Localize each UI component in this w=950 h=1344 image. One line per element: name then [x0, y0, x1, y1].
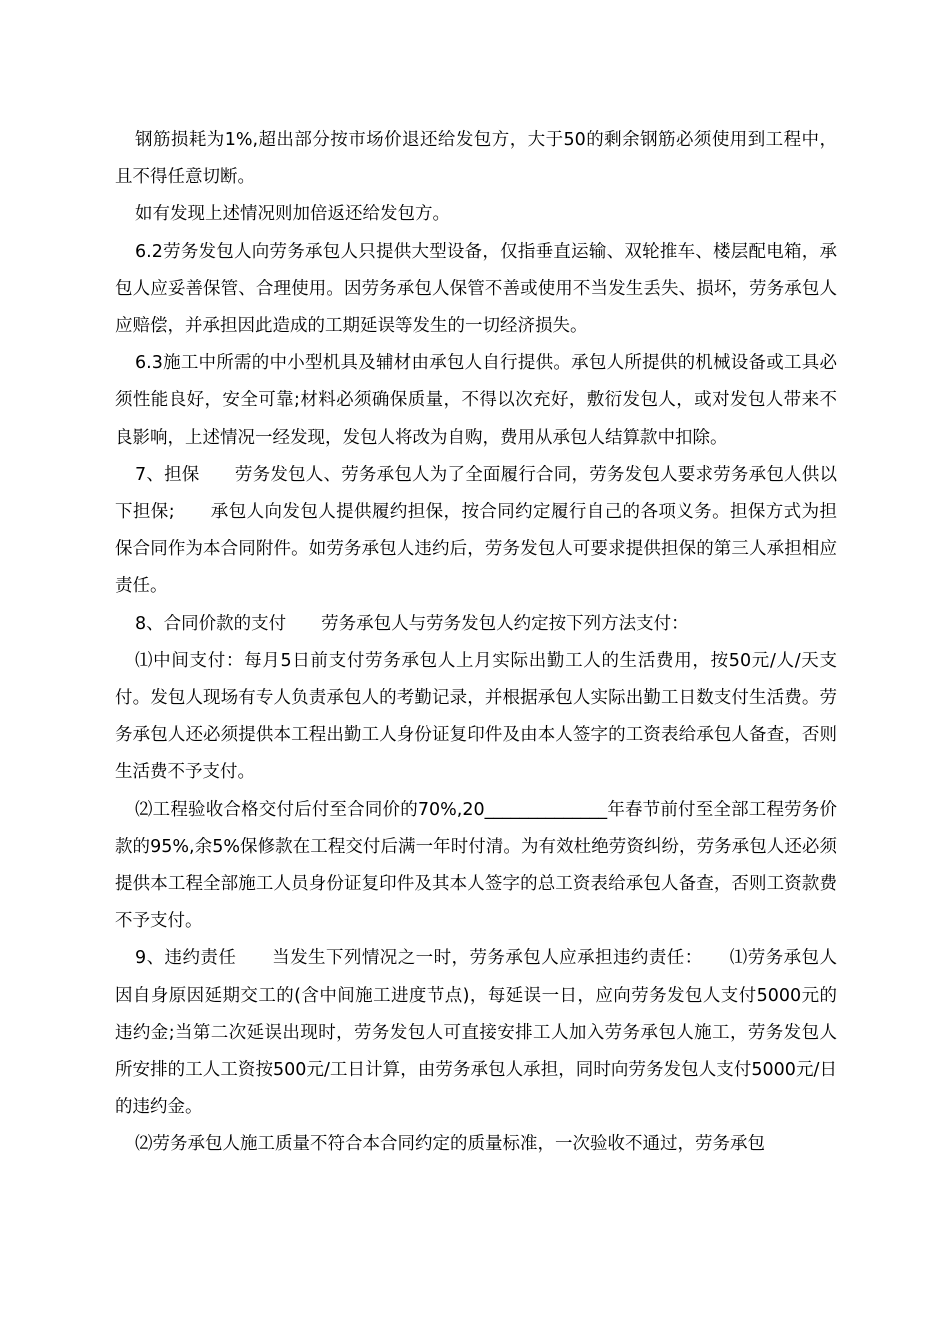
paragraph-6-3-tools: 6.3施工中所需的中小型机具及辅材由承包人自行提供。承包人所提供的机械设备或工具必须性能良好，安全可靠;材料必须确保质量，不得以次充好，敷衍发包人，或对发包人带来不良影响，上述情况一经发现，发包人将改为自购，费用从承包人结算款中扣除。 [115, 353, 837, 448]
paragraph-9-2-quality: ⑵劳务承包人施工质量不符合本合同约定的质量标准，一次验收不通过，劳务承包 [135, 1134, 765, 1155]
paragraph-double-return: 如有发现上述情况则加倍返还给发包方。 [135, 204, 450, 225]
paragraph-steel-loss: 钢筋损耗为1%,超出部分按市场价退还给发包方，大于50的剩余钢筋必须使用到工程中，且不得任意切断。 [115, 130, 837, 188]
paragraph-8-2-final-payment: ⑵工程验收合格交付后付至合同价的70%,20______________年春节前付至全部工程劳务价款的95%,余5%保修款在工程交付后满一年时付清。为有效杜绝劳资纠纷，劳务承包人还必须提供本工程全部施工人员身份证复印件及其本人签字的总工资表给承包人备查，否则工资款费不予支付。 [115, 799, 837, 932]
paragraph-8-payment: 8、合同价款的支付 劳务承包人与劳务发包人约定按下列方法支付： [135, 613, 689, 634]
paragraph-9-breach: 9、违约责任 当发生下列情况之一时，劳务承包人应承担违约责任： ⑴劳务承包人因自身原因延期交工的(含中间施工进度节点)，每延误一日，应向劳务发包人支付5000元的违约金;当第二次延误出现时，劳务发包人可直接安排工人加入劳务承包人施工，劳务发包人所安排的工人工资按500元/工日计算，由劳务承包人承担，同时向劳务发包人支付5000元/日的违约金。 [115, 948, 837, 1118]
document-body [115, 122, 837, 1164]
paragraph-6-2-equipment: 6.2劳务发包人向劳务承包人只提供大型设备，仅指垂直运输、双轮推车、楼层配电箱，承包人应妥善保管、合理使用。因劳务承包人保管不善或使用不当发生丢失、损坏，劳务承包人应赔偿，并承担因此造成的工期延误等发生的一切经济损失。 [115, 241, 837, 337]
paragraph-7-guarantee: 7、担保 劳务发包人、劳务承包人为了全面履行合同，劳务发包人要求劳务承包人供以下担保; 承包人向发包人提供履约担保，按合同约定履行自己的各项义务。担保方式为担保合同作为本合同附件。如劳务承包人违约后，劳务发包人可要求提供担保的第三人承担相应责任。 [115, 464, 837, 597]
paragraph-8-1-interim-payment: ⑴中间支付：每月5日前支付劳务承包人上月实际出勤工人的生活费用，按50元/人/天支付。发包人现场有专人负责承包人的考勤记录，并根据承包人实际出勤工日数支付生活费。劳务承包人还必须提供本工程出勤工人身份证复印件及由本人签字的工资表给承包人备查，否则生活费不予支付。 [115, 650, 837, 783]
